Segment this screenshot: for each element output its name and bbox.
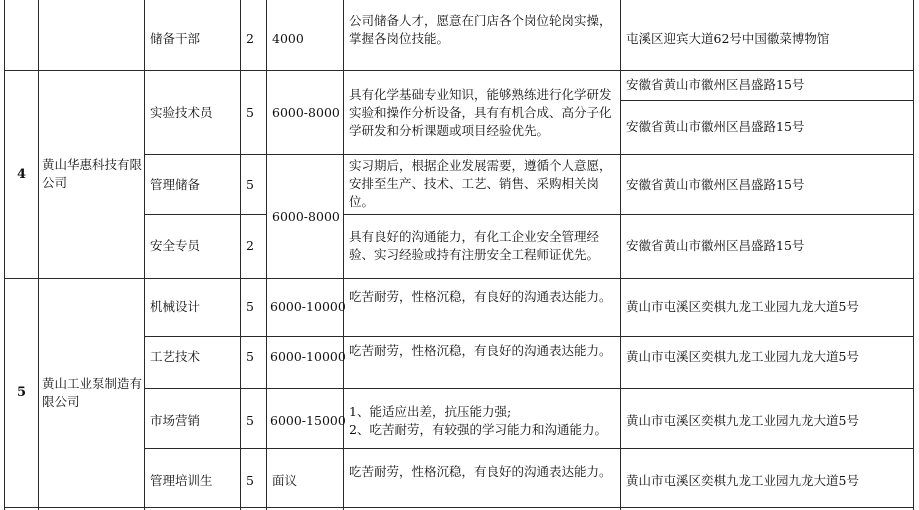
grid-line [144,388,914,389]
address-cell: 安徽省黄山市徽州区昌盛路15号 [626,177,805,192]
count-cell: 5 [246,473,254,488]
row-number: 4 [17,167,27,182]
grid-line [144,0,145,510]
position-cell: 实验技术员 [150,105,213,120]
address-cell: 安徽省黄山市徽州区昌盛路15号 [626,238,805,253]
position-cell: 安全专员 [150,238,201,253]
requirement-cell: 吃苦耐劳，性格沉稳，有良好的沟通表达能力。 [349,289,612,304]
address-cell: 黄山市屯溪区奕棋九龙工业园九龙大道5号 [626,299,859,314]
grid-line [620,0,621,510]
count-cell: 2 [246,31,254,46]
row-number: 5 [17,385,27,400]
address-cell: 屯溪区迎宾大道62号中国徽菜博物馆 [626,31,830,46]
requirement-cell: 具有化学基础专业知识，能够熟练进行化学研发实验和操作分析设备，具有有机合成、高分子化学研发和分析课题或项目经验优先。 [349,87,612,138]
salary-cell: 6000-10000 [270,299,346,314]
count-cell: 5 [246,349,254,364]
grid-line [913,0,914,510]
requirement-cell: 吃苦耐劳，性格沉稳，有良好的沟通表达能力。 [349,343,612,358]
salary-cell: 6000-10000 [270,349,346,364]
grid-line [38,0,39,510]
grid-line [266,0,267,510]
requirement-cell: 吃苦耐劳，性格沉稳，有良好的沟通表达能力。 [349,464,612,479]
requirement-line: 2、吃苦耐劳，有较强的学习能力和沟通能力。 [349,422,607,437]
count-cell: 5 [246,177,254,192]
grid-line [4,70,914,71]
requirement-cell: 具有良好的沟通能力，有化工企业安全管理经验、实习经验或持有注册安全工程师证优先。 [349,229,600,262]
salary-cell: 面议 [272,473,298,488]
address-cell: 黄山市屯溪区奕棋九龙工业园九龙大道5号 [626,413,859,428]
grid-line [343,154,914,155]
requirement-cell: 实习期后，根据企业发展需要，遵循个人意愿，安排至生产、技术、工艺、销售、采购相关岗位。 [349,158,612,209]
position-cell: 储备干部 [150,31,201,46]
requirement-cell: 公司储备人才，愿意在门店各个岗位轮岗实操，掌握各岗位技能。 [349,13,612,46]
grid-line [240,0,241,510]
grid-line [144,214,266,215]
address-cell: 安徽省黄山市徽州区昌盛路15号 [626,77,805,92]
count-cell: 5 [246,299,254,314]
salary-cell: 6000-8000 [272,105,340,120]
address-cell: 黄山市屯溪区奕棋九龙工业园九龙大道5号 [626,349,859,364]
salary-cell: 6000-15000 [270,413,346,428]
count-cell: 5 [246,413,254,428]
count-cell: 5 [246,105,254,120]
position-cell: 管理储备 [150,177,201,192]
grid-line [144,336,914,337]
company-name: 黄山工业泵制造有限公司 [42,376,143,409]
grid-line [4,507,914,508]
position-cell: 市场营销 [150,413,201,428]
position-cell: 工艺技术 [150,349,201,364]
grid-line [4,0,5,510]
grid-line [144,154,343,155]
requirement-line: 1、能适应出差，抗压能力强; [349,404,512,419]
count-cell: 2 [246,238,254,253]
position-cell: 管理培训生 [150,473,213,488]
address-cell: 安徽省黄山市徽州区昌盛路15号 [626,119,805,134]
grid-line [4,278,914,279]
grid-line [144,448,914,449]
grid-line [343,214,914,215]
salary-cell: 6000-8000 [272,209,340,224]
salary-cell: 4000 [272,31,304,46]
company-name: 黄山华惠科技有限公司 [42,157,143,190]
address-cell: 黄山市屯溪区奕棋九龙工业园九龙大道5号 [626,473,859,488]
grid-line [620,100,914,101]
grid-line [343,0,344,510]
position-cell: 机械设计 [150,299,201,314]
